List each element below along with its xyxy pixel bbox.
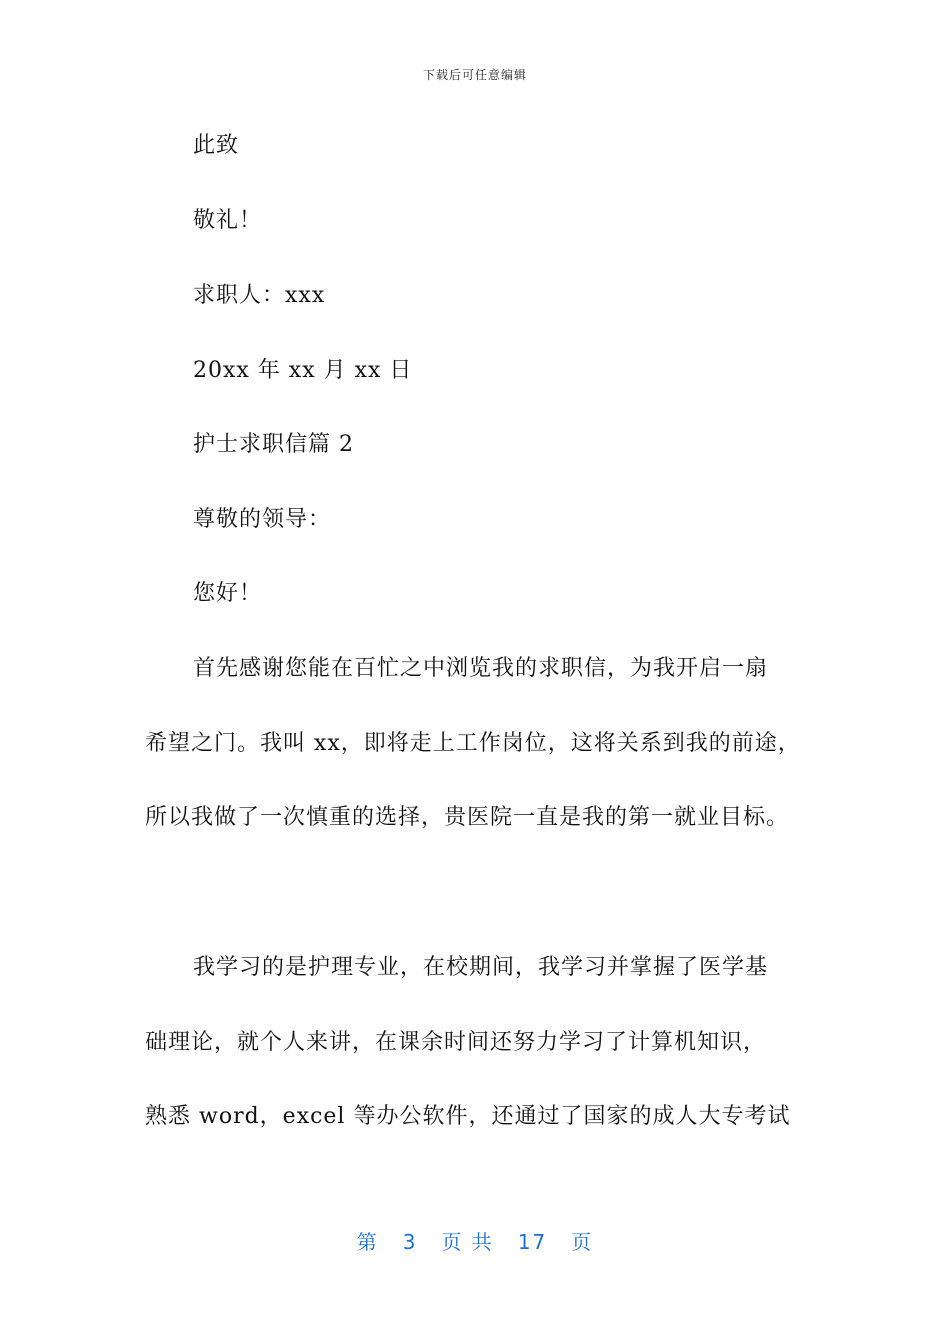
footer-prefix: 第 <box>356 1230 379 1254</box>
paragraph-line: 希望之门。我叫 xx，即将走上工作岗位，这将关系到我的前途， <box>145 731 801 756</box>
paragraph-line: 所以我做了一次慎重的选择，贵医院一直是我的第一就业目标。 <box>145 805 790 830</box>
paragraph-line: 熟悉 word，excel 等办公软件，还通过了国家的成人大专考试 <box>145 1104 791 1129</box>
closing-regards: 敬礼！ <box>193 208 263 233</box>
footer-suffix: 页 <box>571 1230 594 1254</box>
footer-current-page: 3 <box>402 1230 418 1254</box>
page-number-footer <box>0 1226 950 1255</box>
footer-middle: 页 共 <box>441 1230 494 1254</box>
paragraph-line: 我学习的是护理专业，在校期间，我学习并掌握了医学基 <box>193 955 769 980</box>
letter-date: 20xx 年 xx 月 xx 日 <box>193 358 413 383</box>
applicant-signature: 求职人：xxx <box>193 283 326 308</box>
footer-total-pages: 17 <box>517 1230 548 1254</box>
paragraph-line: 首先感谢您能在百忙之中浏览我的求职信，为我开启一扇 <box>193 656 769 681</box>
greeting-recipient: 尊敬的领导： <box>193 507 332 532</box>
greeting-hello: 您好！ <box>193 581 263 606</box>
closing-salutation: 此致 <box>193 133 240 158</box>
paragraph-line: 础理论，就个人来讲，在课余时间还努力学习了计算机知识， <box>145 1030 767 1055</box>
section-title: 护士求职信篇 2 <box>193 432 354 457</box>
page-header-note: 下载后可任意编辑 <box>422 68 527 82</box>
